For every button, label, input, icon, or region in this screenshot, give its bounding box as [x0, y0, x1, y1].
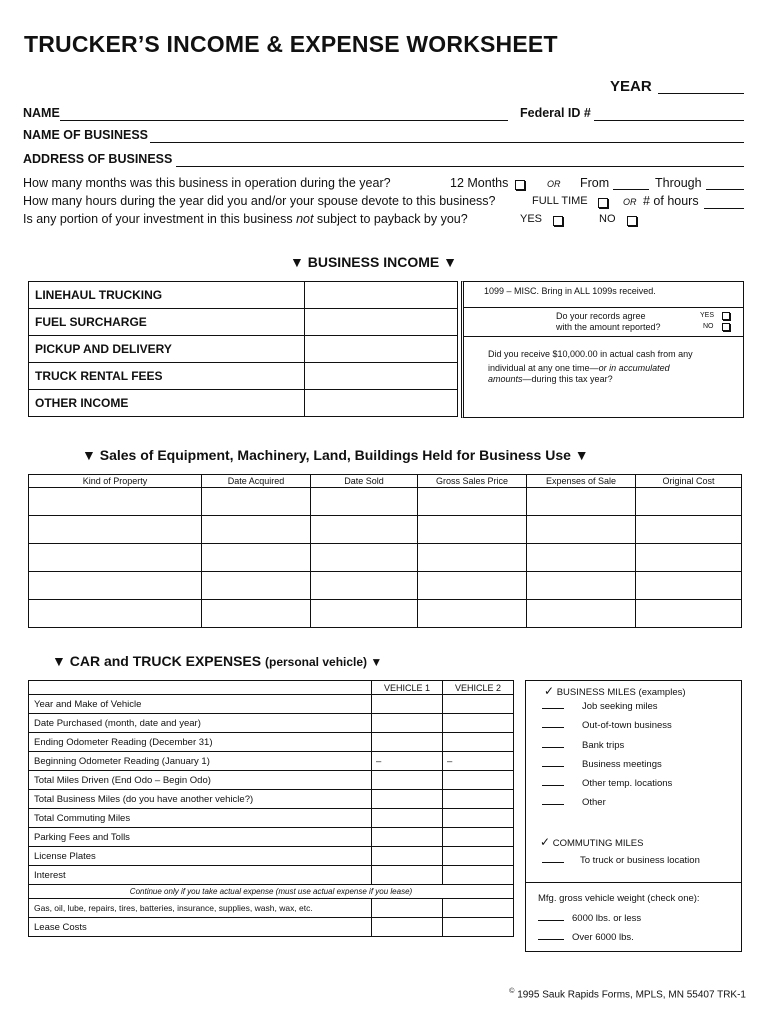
table-cell[interactable]	[202, 488, 311, 516]
payback-no-checkbox[interactable]	[627, 216, 637, 226]
business-name-field[interactable]	[150, 142, 744, 143]
table-row	[29, 544, 742, 572]
vehicle-1-field[interactable]	[372, 714, 443, 733]
payback-no-label: NO	[599, 213, 616, 225]
business-name-label: NAME OF BUSINESS	[23, 128, 149, 142]
list-item: Other temp. locations	[542, 778, 672, 789]
weight-heading: Mfg. gross vehicle weight (check one):	[538, 893, 700, 904]
column-header: Original Cost	[636, 475, 742, 488]
hours-label: # of hours	[643, 194, 699, 208]
vehicle-2-field[interactable]	[443, 866, 514, 885]
table-cell[interactable]	[311, 488, 418, 516]
through-field[interactable]	[706, 189, 744, 190]
vehicle-2-field[interactable]	[443, 771, 514, 790]
expense-label: Gas, oil, lube, repairs, tires, batteries, insurance, supplies, wash, wax, etc.	[29, 899, 372, 918]
records-agree-text-2: with the amount reported?	[556, 322, 661, 332]
list-item: Bank trips	[542, 740, 624, 751]
vehicle-1-field[interactable]	[372, 828, 443, 847]
agree-no-label: NO	[703, 323, 714, 330]
vehicle-1-field[interactable]	[372, 847, 443, 866]
business-income-heading: ▼ BUSINESS INCOME ▼	[290, 254, 457, 270]
question-hours: How many hours during the year did you and/or your spouse devote to this business?	[23, 194, 496, 208]
table-cell[interactable]	[311, 572, 418, 600]
table-cell[interactable]	[29, 544, 202, 572]
income-label: FUEL SURCHARGE	[29, 309, 305, 336]
or-label: OR	[547, 179, 561, 189]
vehicle-2-field[interactable]	[443, 695, 514, 714]
business-miles-heading: ✓ BUSINESS MILES (examples)	[544, 684, 686, 698]
expense-label: License Plates	[29, 847, 372, 866]
table-row	[29, 516, 742, 544]
table-cell[interactable]	[311, 516, 418, 544]
table-row	[29, 809, 514, 828]
or-label: OR	[623, 197, 637, 207]
table-row	[29, 899, 514, 918]
table-row	[29, 790, 514, 809]
payback-yes-label: YES	[520, 213, 543, 225]
table-cell[interactable]	[527, 516, 636, 544]
business-address-field[interactable]	[176, 166, 744, 167]
table-cell[interactable]	[527, 572, 636, 600]
year-field[interactable]	[658, 93, 744, 94]
expense-label: Year and Make of Vehicle	[29, 695, 372, 714]
payback-yes-checkbox[interactable]	[553, 216, 563, 226]
expense-label: Total Commuting Miles	[29, 809, 372, 828]
column-header: Date Acquired	[202, 475, 311, 488]
twelve-months-label: 12 Months	[450, 176, 509, 190]
table-cell[interactable]	[418, 600, 527, 628]
table-cell[interactable]	[418, 572, 527, 600]
table-row	[29, 918, 514, 937]
form-1099-note: 1099 – MISC. Bring in ALL 1099s received.	[484, 286, 656, 296]
income-amount-field[interactable]	[305, 336, 458, 363]
federal-id-field[interactable]	[594, 120, 744, 121]
miles-panel	[525, 680, 742, 952]
records-agree-text-1: Do your records agree	[556, 311, 646, 321]
table-cell[interactable]	[418, 544, 527, 572]
footer-copyright: © 1995 Sauk Rapids Forms, MPLS, MN 55407 TRK-1	[509, 988, 746, 1001]
column-header: Kind of Property	[29, 475, 202, 488]
federal-id-label: Federal ID #	[520, 106, 591, 120]
from-field[interactable]	[613, 189, 649, 190]
expense-label: Ending Odometer Reading (December 31)	[29, 733, 372, 752]
column-header: Date Sold	[311, 475, 418, 488]
through-label: Through	[655, 176, 702, 190]
name-label: NAME	[23, 106, 60, 120]
vehicle-1-field[interactable]	[372, 918, 443, 937]
hours-field[interactable]	[704, 208, 744, 209]
table-row	[29, 336, 458, 363]
commuting-miles-heading: ✓ COMMUTING MILES	[540, 835, 644, 849]
table-row	[29, 733, 514, 752]
vehicle-2-header: VEHICLE 2	[443, 681, 514, 695]
expense-label: Lease Costs	[29, 918, 372, 937]
vehicle-2-field[interactable]	[443, 790, 514, 809]
vehicle-1-field[interactable]: –	[372, 752, 443, 771]
vehicle-2-field[interactable]	[443, 847, 514, 866]
vehicle-1-field[interactable]	[372, 771, 443, 790]
list-item: Business meetings	[542, 759, 662, 770]
table-cell[interactable]	[311, 600, 418, 628]
full-time-label: FULL TIME	[532, 195, 588, 207]
table-cell[interactable]	[29, 516, 202, 544]
sales-table	[28, 474, 742, 628]
agree-yes-label: YES	[700, 312, 715, 319]
expense-label: Total Miles Driven (End Odo – Begin Odo)	[29, 771, 372, 790]
table-row	[29, 885, 514, 899]
vehicle-1-field[interactable]	[372, 790, 443, 809]
table-cell[interactable]	[527, 544, 636, 572]
table-row	[29, 390, 458, 417]
expense-label: Date Purchased (month, date and year)	[29, 714, 372, 733]
list-item: Other	[542, 797, 606, 808]
table-cell[interactable]	[636, 516, 742, 544]
twelve-months-checkbox[interactable]	[515, 180, 525, 190]
name-field[interactable]	[60, 120, 508, 121]
table-cell[interactable]	[418, 516, 527, 544]
table-cell[interactable]	[527, 600, 636, 628]
table-cell[interactable]	[527, 488, 636, 516]
weight-option: Over 6000 lbs.	[538, 932, 634, 943]
table-header-row	[29, 475, 742, 488]
table-row	[29, 695, 514, 714]
table-cell[interactable]	[202, 516, 311, 544]
expense-label: Beginning Odometer Reading (January 1)	[29, 752, 372, 771]
agree-yes-checkbox[interactable]	[722, 312, 730, 320]
table-row	[29, 771, 514, 790]
vehicle-2-field[interactable]	[443, 809, 514, 828]
column-header: Gross Sales Price	[418, 475, 527, 488]
vehicle-1-field[interactable]	[372, 733, 443, 752]
income-label: LINEHAUL TRUCKING	[29, 282, 305, 309]
table-header-row	[29, 681, 514, 695]
vehicle-1-field[interactable]	[372, 809, 443, 828]
vehicle-1-header: VEHICLE 1	[372, 681, 443, 695]
page-title: TRUCKER’S INCOME & EXPENSE WORKSHEET	[24, 31, 558, 57]
car-expenses-table	[28, 680, 514, 937]
vehicle-2-field[interactable]	[443, 714, 514, 733]
vehicle-2-field[interactable]	[443, 733, 514, 752]
table-row	[29, 847, 514, 866]
table-cell[interactable]	[202, 544, 311, 572]
agree-no-checkbox[interactable]	[722, 323, 730, 331]
table-row	[29, 752, 514, 771]
from-label: From	[580, 176, 610, 190]
vehicle-1-field[interactable]	[372, 866, 443, 885]
table-row	[29, 488, 742, 516]
vehicle-2-field[interactable]	[443, 918, 514, 937]
vehicle-2-field[interactable]	[443, 828, 514, 847]
cash-question-3: amounts—during this tax year?	[488, 374, 613, 384]
question-payback: Is any portion of your investment in this business not subject to payback by you?	[23, 212, 468, 226]
list-item: Out-of-town business	[542, 720, 672, 731]
vehicle-2-field[interactable]: –	[443, 752, 514, 771]
expense-label: Interest	[29, 866, 372, 885]
car-expenses-heading: ▼ CAR and TRUCK EXPENSES (personal vehicle) ▼	[52, 653, 383, 669]
table-row	[29, 714, 514, 733]
table-cell[interactable]	[636, 488, 742, 516]
table-cell[interactable]	[418, 488, 527, 516]
check-icon: ✓	[544, 684, 555, 698]
table-cell[interactable]	[636, 600, 742, 628]
question-months: How many months was this business in operation during the year?	[23, 176, 391, 190]
income-notes-panel	[461, 281, 744, 418]
check-icon: ✓	[540, 835, 551, 849]
income-amount-field[interactable]	[305, 282, 458, 309]
expense-label: Parking Fees and Tolls	[29, 828, 372, 847]
full-time-checkbox[interactable]	[598, 198, 608, 208]
vehicle-1-field[interactable]	[372, 695, 443, 714]
column-header: Expenses of Sale	[527, 475, 636, 488]
income-amount-field[interactable]	[305, 390, 458, 417]
table-cell[interactable]	[202, 572, 311, 600]
table-row	[29, 572, 742, 600]
list-item: Job seeking miles	[542, 701, 658, 712]
expense-label: Total Business Miles (do you have another vehicle?)	[29, 790, 372, 809]
vehicle-2-field[interactable]	[443, 899, 514, 918]
business-income-table	[28, 281, 458, 417]
income-label: PICKUP AND DELIVERY	[29, 336, 305, 363]
actual-expense-note: Continue only if you take actual expense (must use actual expense if you lease)	[29, 885, 514, 899]
income-label: OTHER INCOME	[35, 396, 129, 410]
table-row	[29, 282, 458, 309]
list-item: To truck or business location	[542, 855, 700, 866]
sales-heading: ▼ Sales of Equipment, Machinery, Land, Buildings Held for Business Use ▼	[82, 447, 589, 463]
table-row	[29, 600, 742, 628]
table-row	[29, 828, 514, 847]
table-row	[29, 363, 458, 390]
table-row	[29, 866, 514, 885]
vehicle-1-field[interactable]	[372, 899, 443, 918]
income-label: TRUCK RENTAL FEES	[29, 363, 305, 390]
table-cell[interactable]	[29, 488, 202, 516]
table-cell[interactable]	[202, 600, 311, 628]
table-cell[interactable]	[311, 544, 418, 572]
table-cell[interactable]	[636, 544, 742, 572]
year-label: YEAR	[610, 78, 652, 95]
income-amount-field[interactable]	[305, 309, 458, 336]
weight-option: 6000 lbs. or less	[538, 913, 641, 924]
cash-question-2: individual at any one time—or in accumulated	[488, 363, 670, 373]
cash-question-1: Did you receive $10,000.00 in actual cash from any	[488, 349, 693, 359]
table-cell[interactable]	[29, 600, 202, 628]
business-address-label: ADDRESS OF BUSINESS	[23, 152, 173, 166]
income-amount-field[interactable]	[305, 363, 458, 390]
table-row	[29, 309, 458, 336]
table-cell[interactable]	[636, 572, 742, 600]
table-cell[interactable]	[29, 572, 202, 600]
